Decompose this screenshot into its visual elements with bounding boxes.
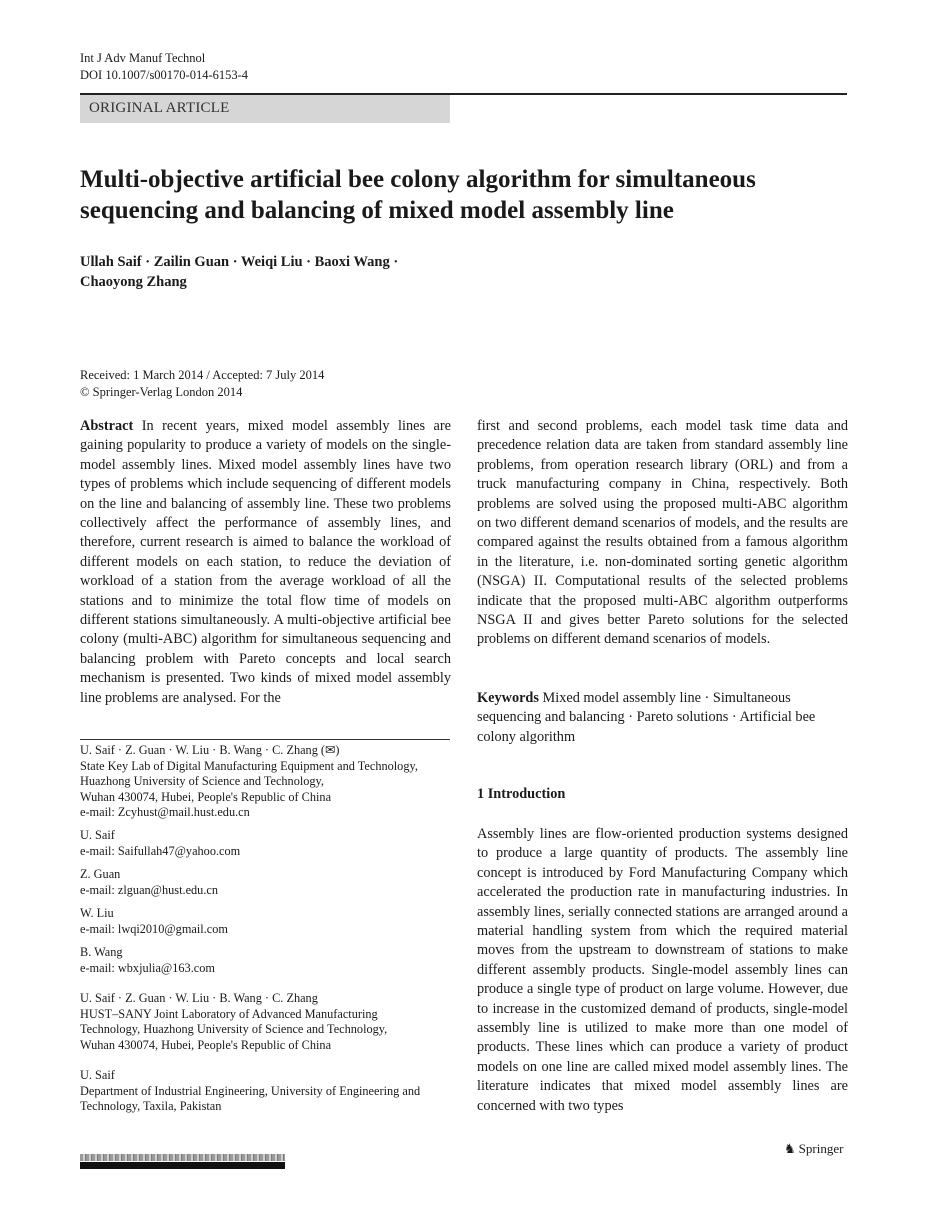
- received-accepted: Received: 1 March 2014 / Accepted: 7 July 2014: [80, 368, 325, 382]
- section-heading-introduction: 1 Introduction: [477, 786, 566, 802]
- abstract-text-left: In recent years, mixed model assembly lines are gaining popularity to produce a variety of models on the single-model assembly lines. Mixed model assembly lines have two types of problems which include sequencing of different models on the line and balancing of assembly line. These two problems collectively affect the performance of assembly lines, and therefore, current research is aimed to balance the workload of different models on each station, to reduce the deviation of workload of a station from the average workload of all the stations and to minimize the total flow time of models on different stations simultaneously. A multi-objective artificial bee colony (multi-ABC) algorithm for simultaneous sequencing and balancing problem with Pareto concepts and local search mechanism is presented. Two kinds of mixed model assembly line problems are analysed. For the: [80, 418, 451, 706]
- keywords: [477, 689, 848, 747]
- affiliation-line: Technology, Taxila, Pakistan: [80, 1099, 222, 1113]
- affiliation-4: [80, 906, 450, 937]
- affiliation-line: Department of Industrial Engineering, University of Engineering and: [80, 1083, 421, 1098]
- authors-line-1: Ullah Saif · Zailin Guan · Weiqi Liu · Baoxi Wang ·: [80, 254, 399, 270]
- affiliation-authors: B. Wang: [80, 945, 123, 959]
- affiliation-email: e-mail: lwqi2010@gmail.com: [80, 921, 228, 936]
- affiliation-line: State Key Lab of Digital Manufacturing Equipment and Technology,: [80, 758, 418, 773]
- springer-horse-icon: ♞: [784, 1141, 796, 1156]
- affiliation-7: [80, 1068, 450, 1115]
- scan-artifact-bar: [80, 1154, 285, 1161]
- keywords-text: Mixed model assembly line · Simultaneous sequencing and balancing · Pareto solutions · Artificial bee colony algorithm: [477, 690, 816, 745]
- affiliation-email: e-mail: Saifullah47@yahoo.com: [80, 843, 241, 858]
- affiliation-email: e-mail: wbxjulia@163.com: [80, 960, 215, 975]
- affiliation-authors: Z. Guan: [80, 867, 121, 881]
- doi: DOI 10.1007/s00170-014-6153-4: [80, 68, 249, 82]
- abstract-label: Abstract: [80, 418, 134, 434]
- affiliation-authors: U. Saif · Z. Guan · W. Liu · B. Wang · C. Zhang: [80, 991, 318, 1005]
- publication-dates: [80, 367, 324, 400]
- affiliation-line: HUST–SANY Joint Laboratory of Advanced Manufacturing: [80, 1006, 378, 1021]
- abstract-right: first and second problems, each model task time data and precedence relation data are taken from standard assembly line problems, from operation research library (ORL) and from a truck manufacturing company in China, respectively. Both problems are solved using the proposed multi-ABC algorithm on two different demand scenarios of models, and the results are compared against the results obtained from a famous algorithm in the literature, i.e. non-dominated sorting genetic algorithm (NSGA) II. Computational results of the selected problems indicate that the proposed multi-ABC algorithm outperforms NSGA II and gives better Pareto solutions for the selected problems on different demand scenarios of models.: [477, 418, 848, 648]
- affiliation-line: Huazhong University of Science and Technology,: [80, 774, 324, 788]
- affiliation-email: e-mail: zlguan@hust.edu.cn: [80, 882, 219, 897]
- article-type-bar: [80, 95, 450, 123]
- publisher-logo: [784, 1141, 843, 1157]
- abstract-left: [80, 417, 451, 708]
- publisher-name: Springer: [798, 1141, 844, 1156]
- affiliation-authors: U. Saif · Z. Guan · W. Liu · B. Wang · C. Zhang (✉): [80, 743, 340, 757]
- article-type: ORIGINAL ARTICLE: [89, 100, 230, 116]
- affiliation-1: [80, 743, 450, 821]
- authors-line-2: Chaoyong Zhang: [80, 274, 187, 290]
- affiliation-email: e-mail: Zcyhust@mail.hust.edu.cn: [80, 805, 250, 819]
- affiliation-line: Wuhan 430074, Hubei, People's Republic of China: [80, 1037, 332, 1052]
- affiliation-line: Technology, Huazhong University of Science and Technology,: [80, 1022, 388, 1036]
- keywords-label: Keywords: [477, 690, 539, 706]
- affiliation-6: [80, 991, 450, 1053]
- footer-bar: [80, 1162, 285, 1169]
- introduction-text: Assembly lines are flow-oriented production systems designed to produce a large quantity of products. The assembly line concept is introduced by Ford Manufacturing Company which accelerated the production rate in manufacturing industries. In assembly lines, serially connected stations are arranged around a material handling system from which the required material moves from the upstream to downstream of stations to make different assembly products. Single-model assembly lines can produce a single type of product on large volume. However, due to increase in the customized demand of products, single-model assembly line is utilized to make more than one model of products. These lines which can produce a variety of product models on one line are called mixed model assembly lines. The literature indicates that mixed model assembly lines are concerned with two types: [477, 826, 848, 1114]
- affiliation-2: [80, 828, 450, 859]
- footnote-rule: [80, 739, 450, 740]
- affiliation-authors: U. Saif: [80, 828, 115, 842]
- paper-title: Multi-objective artificial bee colony algorithm for simultaneous sequencing and balancing of mixed model assembly line: [80, 166, 756, 224]
- affiliation-authors: W. Liu: [80, 906, 114, 920]
- journal-header: [80, 50, 248, 84]
- affiliation-5: [80, 945, 450, 976]
- affiliation-authors: U. Saif: [80, 1068, 115, 1082]
- author-list: [80, 252, 480, 292]
- journal-name: Int J Adv Manuf Technol: [80, 51, 206, 65]
- affiliation-3: [80, 867, 450, 898]
- copyright: © Springer-Verlag London 2014: [80, 384, 243, 399]
- affiliation-line: Wuhan 430074, Hubei, People's Republic of China: [80, 789, 332, 804]
